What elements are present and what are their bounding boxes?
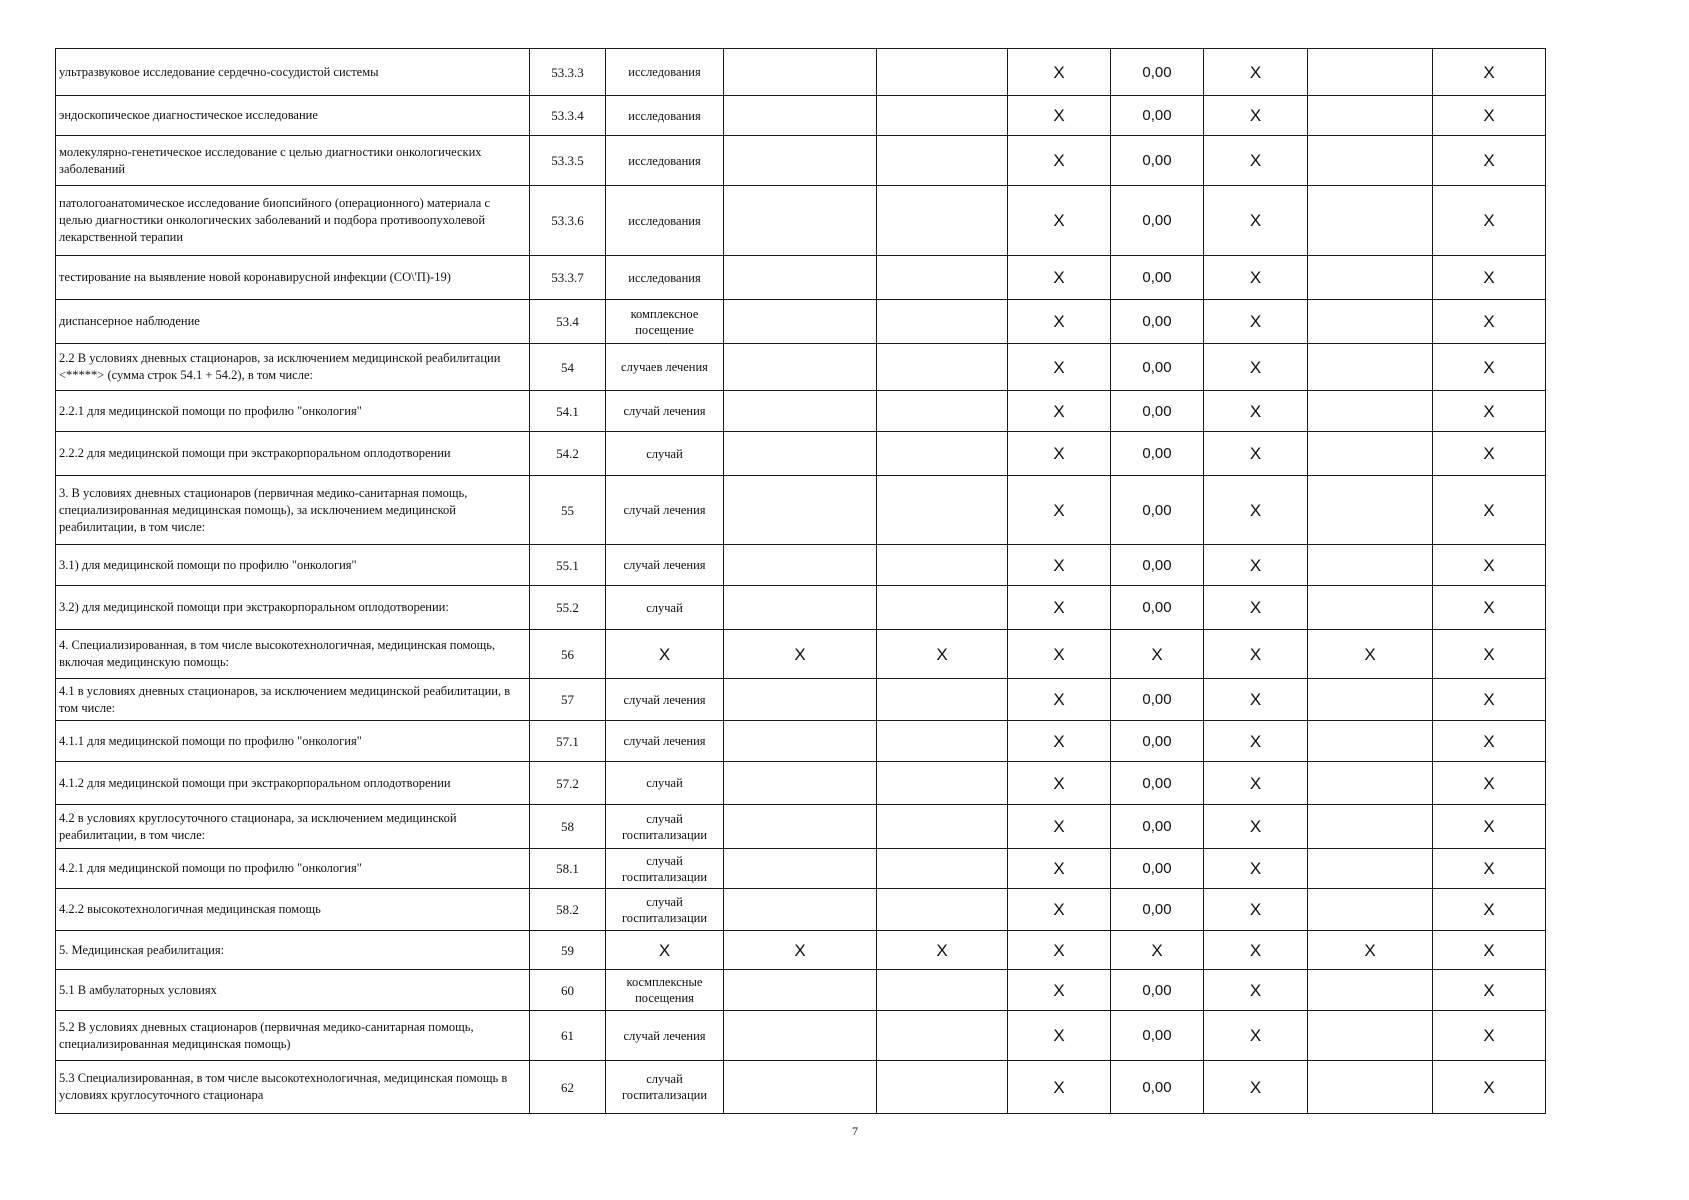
row-value-cell — [724, 545, 877, 586]
row-value-cell: X — [1433, 679, 1546, 721]
row-value-cell — [724, 679, 877, 721]
row-value-cell: X — [1433, 256, 1546, 300]
row-value-cell: X — [1204, 721, 1308, 762]
row-value-cell: X — [1433, 136, 1546, 186]
row-value-cell — [724, 1061, 877, 1114]
row-value-cell — [1308, 889, 1433, 931]
row-value-cell: X — [1008, 931, 1111, 970]
row-value-cell — [724, 391, 877, 432]
row-unit-cell: космплексные посещения — [606, 970, 724, 1011]
row-value-cell — [1308, 300, 1433, 344]
row-value-cell: X — [1008, 391, 1111, 432]
row-value-cell: X — [1433, 186, 1546, 256]
row-value-cell: 0,00 — [1111, 545, 1204, 586]
table-row — [56, 586, 1546, 630]
row-unit-cell: случай лечения — [606, 391, 724, 432]
row-unit-cell: исследования — [606, 256, 724, 300]
row-name-cell: молекулярно-генетическое исследование с целью диагностики онкологических заболеваний — [56, 136, 530, 186]
row-unit-cell: исследования — [606, 186, 724, 256]
row-value-cell: 0,00 — [1111, 300, 1204, 344]
row-value-cell: X — [1008, 1011, 1111, 1061]
row-unit-cell: случай госпитализации — [606, 849, 724, 889]
table-row — [56, 849, 1546, 889]
table-row — [56, 679, 1546, 721]
row-value-cell — [1308, 256, 1433, 300]
table-row — [56, 136, 1546, 186]
row-value-cell — [724, 300, 877, 344]
row-code-cell: 53.3.4 — [530, 96, 606, 136]
row-value-cell: X — [1433, 344, 1546, 391]
row-value-cell: 0,00 — [1111, 805, 1204, 849]
row-value-cell: X — [1008, 136, 1111, 186]
row-value-cell — [877, 432, 1008, 476]
row-value-cell: X — [1008, 49, 1111, 96]
row-unit-cell: X — [606, 931, 724, 970]
row-value-cell — [1308, 96, 1433, 136]
row-value-cell — [1308, 805, 1433, 849]
row-name-cell: 3.2) для медицинской помощи при экстракорпоральном оплодотворении: — [56, 586, 530, 630]
row-value-cell: 0,00 — [1111, 96, 1204, 136]
row-value-cell: X — [1433, 432, 1546, 476]
row-value-cell: X — [1204, 1011, 1308, 1061]
row-value-cell: X — [1008, 805, 1111, 849]
row-code-cell: 55 — [530, 476, 606, 545]
row-value-cell: X — [1204, 889, 1308, 931]
row-value-cell: X — [1008, 545, 1111, 586]
row-code-cell: 58.1 — [530, 849, 606, 889]
row-value-cell — [724, 849, 877, 889]
row-name-cell: 4.2 в условиях круглосуточного стационара, за исключением медицинской реабилитации, в том числе: — [56, 805, 530, 849]
table-row — [56, 391, 1546, 432]
row-name-cell: 4.1 в условиях дневных стационаров, за исключением медицинской реабилитации, в том числе: — [56, 679, 530, 721]
row-value-cell: X — [1204, 1061, 1308, 1114]
row-value-cell: X — [1204, 186, 1308, 256]
row-code-cell: 53.3.3 — [530, 49, 606, 96]
row-value-cell: X — [1008, 432, 1111, 476]
table-row — [56, 970, 1546, 1011]
row-value-cell: X — [1204, 136, 1308, 186]
row-value-cell — [724, 49, 877, 96]
row-value-cell — [1308, 1011, 1433, 1061]
row-value-cell — [724, 344, 877, 391]
row-value-cell — [1308, 545, 1433, 586]
row-value-cell: X — [1433, 1061, 1546, 1114]
row-name-cell: 3.1) для медицинской помощи по профилю "онкология" — [56, 545, 530, 586]
row-value-cell — [1308, 186, 1433, 256]
row-value-cell: X — [724, 630, 877, 679]
row-value-cell — [1308, 970, 1433, 1011]
row-value-cell — [877, 586, 1008, 630]
row-value-cell: X — [1204, 970, 1308, 1011]
row-value-cell: X — [1008, 256, 1111, 300]
table-row — [56, 186, 1546, 256]
table-row — [56, 96, 1546, 136]
row-value-cell: 0,00 — [1111, 432, 1204, 476]
row-value-cell: X — [1204, 300, 1308, 344]
row-value-cell: X — [1204, 96, 1308, 136]
row-value-cell — [1308, 586, 1433, 630]
row-value-cell: X — [1204, 586, 1308, 630]
row-code-cell: 55.1 — [530, 545, 606, 586]
table-row — [56, 300, 1546, 344]
row-value-cell: 0,00 — [1111, 970, 1204, 1011]
row-code-cell: 53.3.7 — [530, 256, 606, 300]
row-name-cell: 5. Медицинская реабилитация: — [56, 931, 530, 970]
row-name-cell: тестирование на выявление новой коронавирусной инфекции (CO\'П)-19) — [56, 256, 530, 300]
row-value-cell: X — [1008, 586, 1111, 630]
row-value-cell: X — [877, 931, 1008, 970]
row-name-cell: 4.1.2 для медицинской помощи при экстракорпоральном оплодотворении — [56, 762, 530, 805]
row-value-cell: 0,00 — [1111, 391, 1204, 432]
table-row — [56, 721, 1546, 762]
row-code-cell: 60 — [530, 970, 606, 1011]
row-value-cell: X — [1433, 762, 1546, 805]
table-row — [56, 344, 1546, 391]
row-unit-cell: случай — [606, 586, 724, 630]
row-value-cell: X — [1433, 391, 1546, 432]
table-row — [56, 762, 1546, 805]
row-name-cell: 4.1.1 для медицинской помощи по профилю "онкология" — [56, 721, 530, 762]
row-value-cell: X — [1433, 931, 1546, 970]
row-value-cell: 0,00 — [1111, 889, 1204, 931]
row-value-cell — [724, 970, 877, 1011]
row-value-cell — [724, 586, 877, 630]
row-name-cell: 2.2.1 для медицинской помощи по профилю "онкология" — [56, 391, 530, 432]
row-value-cell — [877, 889, 1008, 931]
row-value-cell: X — [1204, 762, 1308, 805]
row-code-cell: 58 — [530, 805, 606, 849]
row-code-cell: 57.2 — [530, 762, 606, 805]
row-value-cell — [724, 136, 877, 186]
row-value-cell: X — [1008, 300, 1111, 344]
row-value-cell — [1308, 136, 1433, 186]
row-value-cell — [877, 391, 1008, 432]
row-unit-cell: случай госпитализации — [606, 1061, 724, 1114]
row-value-cell — [1308, 679, 1433, 721]
table-row — [56, 1011, 1546, 1061]
row-value-cell: X — [1433, 476, 1546, 545]
row-value-cell: 0,00 — [1111, 136, 1204, 186]
row-value-cell: X — [1433, 1011, 1546, 1061]
row-unit-cell: случай лечения — [606, 476, 724, 545]
row-value-cell: X — [1204, 545, 1308, 586]
row-value-cell — [877, 49, 1008, 96]
row-name-cell: 5.2 В условиях дневных стационаров (первичная медико-санитарная помощь, специализированная медицинская помощь) — [56, 1011, 530, 1061]
row-value-cell: 0,00 — [1111, 849, 1204, 889]
row-unit-cell: исследования — [606, 136, 724, 186]
row-code-cell: 58.2 — [530, 889, 606, 931]
row-value-cell — [1308, 391, 1433, 432]
row-value-cell: 0,00 — [1111, 762, 1204, 805]
row-name-cell: 3. В условиях дневных стационаров (первичная медико-санитарная помощь, специализированная медицинская помощь), за исключением медицинской реабилитации, в том числе: — [56, 476, 530, 545]
row-value-cell — [877, 1011, 1008, 1061]
row-value-cell — [724, 432, 877, 476]
table-row — [56, 931, 1546, 970]
row-value-cell: X — [1111, 931, 1204, 970]
row-code-cell: 56 — [530, 630, 606, 679]
row-value-cell — [724, 476, 877, 545]
row-code-cell: 61 — [530, 1011, 606, 1061]
row-name-cell: 5.1 В амбулаторных условиях — [56, 970, 530, 1011]
row-name-cell: 5.3 Специализированная, в том числе высокотехнологичная, медицинская помощь в условиях круглосуточного стационара — [56, 1061, 530, 1114]
row-name-cell: 4.2.2 высокотехнологичная медицинская помощь — [56, 889, 530, 931]
row-value-cell: X — [1008, 762, 1111, 805]
row-value-cell: X — [1008, 344, 1111, 391]
row-unit-cell: случаев лечения — [606, 344, 724, 391]
row-value-cell — [1308, 344, 1433, 391]
row-unit-cell: исследования — [606, 96, 724, 136]
row-value-cell — [877, 136, 1008, 186]
row-value-cell — [724, 186, 877, 256]
row-value-cell — [724, 762, 877, 805]
row-value-cell: X — [1433, 545, 1546, 586]
row-value-cell: 0,00 — [1111, 679, 1204, 721]
row-value-cell: 0,00 — [1111, 1061, 1204, 1114]
row-value-cell: X — [724, 931, 877, 970]
row-value-cell — [724, 889, 877, 931]
row-value-cell: X — [1204, 805, 1308, 849]
row-value-cell — [877, 1061, 1008, 1114]
row-value-cell: X — [1204, 679, 1308, 721]
row-value-cell — [877, 300, 1008, 344]
table-body — [56, 49, 1546, 1114]
row-value-cell: X — [877, 630, 1008, 679]
row-value-cell: X — [1008, 1061, 1111, 1114]
row-value-cell: X — [1204, 476, 1308, 545]
row-value-cell: X — [1204, 391, 1308, 432]
data-table — [55, 48, 1546, 1114]
table-row — [56, 545, 1546, 586]
row-value-cell: 0,00 — [1111, 256, 1204, 300]
row-value-cell: X — [1008, 96, 1111, 136]
row-value-cell — [724, 1011, 877, 1061]
row-value-cell: X — [1008, 476, 1111, 545]
row-value-cell: X — [1008, 679, 1111, 721]
row-value-cell — [724, 96, 877, 136]
row-value-cell: 0,00 — [1111, 186, 1204, 256]
row-value-cell — [1308, 762, 1433, 805]
row-value-cell: X — [1204, 344, 1308, 391]
row-value-cell — [877, 545, 1008, 586]
row-value-cell — [1308, 432, 1433, 476]
row-unit-cell: случай — [606, 762, 724, 805]
row-value-cell — [877, 970, 1008, 1011]
table-row — [56, 630, 1546, 679]
row-value-cell: X — [1008, 630, 1111, 679]
row-value-cell: X — [1433, 300, 1546, 344]
row-value-cell: X — [1433, 96, 1546, 136]
row-unit-cell: комплексное посещение — [606, 300, 724, 344]
row-value-cell: X — [1204, 931, 1308, 970]
row-code-cell: 54.2 — [530, 432, 606, 476]
row-name-cell: диспансерное наблюдение — [56, 300, 530, 344]
row-value-cell — [724, 256, 877, 300]
row-name-cell: ультразвуковое исследование сердечно-сосудистой системы — [56, 49, 530, 96]
row-name-cell: 2.2 В условиях дневных стационаров, за исключением медицинской реабилитации <*****> (сумма строк 54.1 + 54.2), в том числе: — [56, 344, 530, 391]
row-name-cell: эндоскопическое диагностическое исследование — [56, 96, 530, 136]
row-value-cell: X — [1204, 256, 1308, 300]
row-value-cell: X — [1433, 970, 1546, 1011]
row-code-cell: 54.1 — [530, 391, 606, 432]
row-value-cell — [1308, 721, 1433, 762]
row-unit-cell: случай — [606, 432, 724, 476]
row-value-cell: 0,00 — [1111, 721, 1204, 762]
row-value-cell — [1308, 1061, 1433, 1114]
row-unit-cell: случай госпитализации — [606, 805, 724, 849]
row-value-cell — [877, 849, 1008, 889]
row-unit-cell: случай лечения — [606, 721, 724, 762]
row-value-cell — [724, 805, 877, 849]
row-value-cell: X — [1433, 49, 1546, 96]
row-value-cell — [877, 476, 1008, 545]
row-code-cell: 53.3.6 — [530, 186, 606, 256]
row-value-cell: X — [1008, 849, 1111, 889]
row-value-cell: X — [1111, 630, 1204, 679]
table-row — [56, 432, 1546, 476]
row-value-cell — [877, 721, 1008, 762]
row-code-cell: 53.3.5 — [530, 136, 606, 186]
page-number: 7 — [852, 1124, 858, 1138]
row-name-cell: патологоанатомическое исследование биопсийного (операционного) материала с целью диагностики онкологических заболеваний и подбора противоопухолевой лекарственной терапии — [56, 186, 530, 256]
row-value-cell: X — [1308, 931, 1433, 970]
row-unit-cell: исследования — [606, 49, 724, 96]
row-unit-cell: случай лечения — [606, 545, 724, 586]
row-value-cell: X — [1433, 721, 1546, 762]
row-unit-cell: случай госпитализации — [606, 889, 724, 931]
row-value-cell: 0,00 — [1111, 49, 1204, 96]
row-value-cell: X — [1433, 805, 1546, 849]
row-unit-cell: X — [606, 630, 724, 679]
row-value-cell: X — [1008, 721, 1111, 762]
row-value-cell: X — [1204, 630, 1308, 679]
row-code-cell: 55.2 — [530, 586, 606, 630]
row-value-cell: 0,00 — [1111, 1011, 1204, 1061]
row-value-cell — [1308, 849, 1433, 889]
row-value-cell: X — [1204, 49, 1308, 96]
row-code-cell: 62 — [530, 1061, 606, 1114]
row-value-cell: 0,00 — [1111, 344, 1204, 391]
row-value-cell: X — [1433, 630, 1546, 679]
row-name-cell: 4.2.1 для медицинской помощи по профилю "онкология" — [56, 849, 530, 889]
row-code-cell: 57.1 — [530, 721, 606, 762]
row-value-cell: X — [1008, 970, 1111, 1011]
table-row — [56, 805, 1546, 849]
row-value-cell — [877, 344, 1008, 391]
row-value-cell: 0,00 — [1111, 476, 1204, 545]
row-value-cell: X — [1433, 889, 1546, 931]
row-value-cell — [877, 805, 1008, 849]
row-value-cell: X — [1433, 849, 1546, 889]
row-unit-cell: случай лечения — [606, 679, 724, 721]
row-value-cell: X — [1204, 432, 1308, 476]
row-value-cell — [877, 762, 1008, 805]
row-value-cell: X — [1204, 849, 1308, 889]
row-value-cell — [877, 679, 1008, 721]
row-value-cell: X — [1008, 186, 1111, 256]
table-row — [56, 1061, 1546, 1114]
row-name-cell: 2.2.2 для медицинской помощи при экстракорпоральном оплодотворении — [56, 432, 530, 476]
row-value-cell: X — [1433, 586, 1546, 630]
row-value-cell: X — [1008, 889, 1111, 931]
table-row — [56, 49, 1546, 96]
row-value-cell — [724, 721, 877, 762]
row-value-cell — [877, 186, 1008, 256]
row-name-cell: 4. Специализированная, в том числе высокотехнологичная, медицинская помощь, включая медицинскую помощь: — [56, 630, 530, 679]
table-row — [56, 476, 1546, 545]
row-unit-cell: случай лечения — [606, 1011, 724, 1061]
row-value-cell — [1308, 49, 1433, 96]
row-code-cell: 57 — [530, 679, 606, 721]
row-code-cell: 53.4 — [530, 300, 606, 344]
row-value-cell — [1308, 476, 1433, 545]
row-code-cell: 59 — [530, 931, 606, 970]
row-value-cell — [877, 256, 1008, 300]
row-code-cell: 54 — [530, 344, 606, 391]
row-value-cell: 0,00 — [1111, 586, 1204, 630]
table-row — [56, 256, 1546, 300]
table-row — [56, 889, 1546, 931]
row-value-cell: X — [1308, 630, 1433, 679]
row-value-cell — [877, 96, 1008, 136]
